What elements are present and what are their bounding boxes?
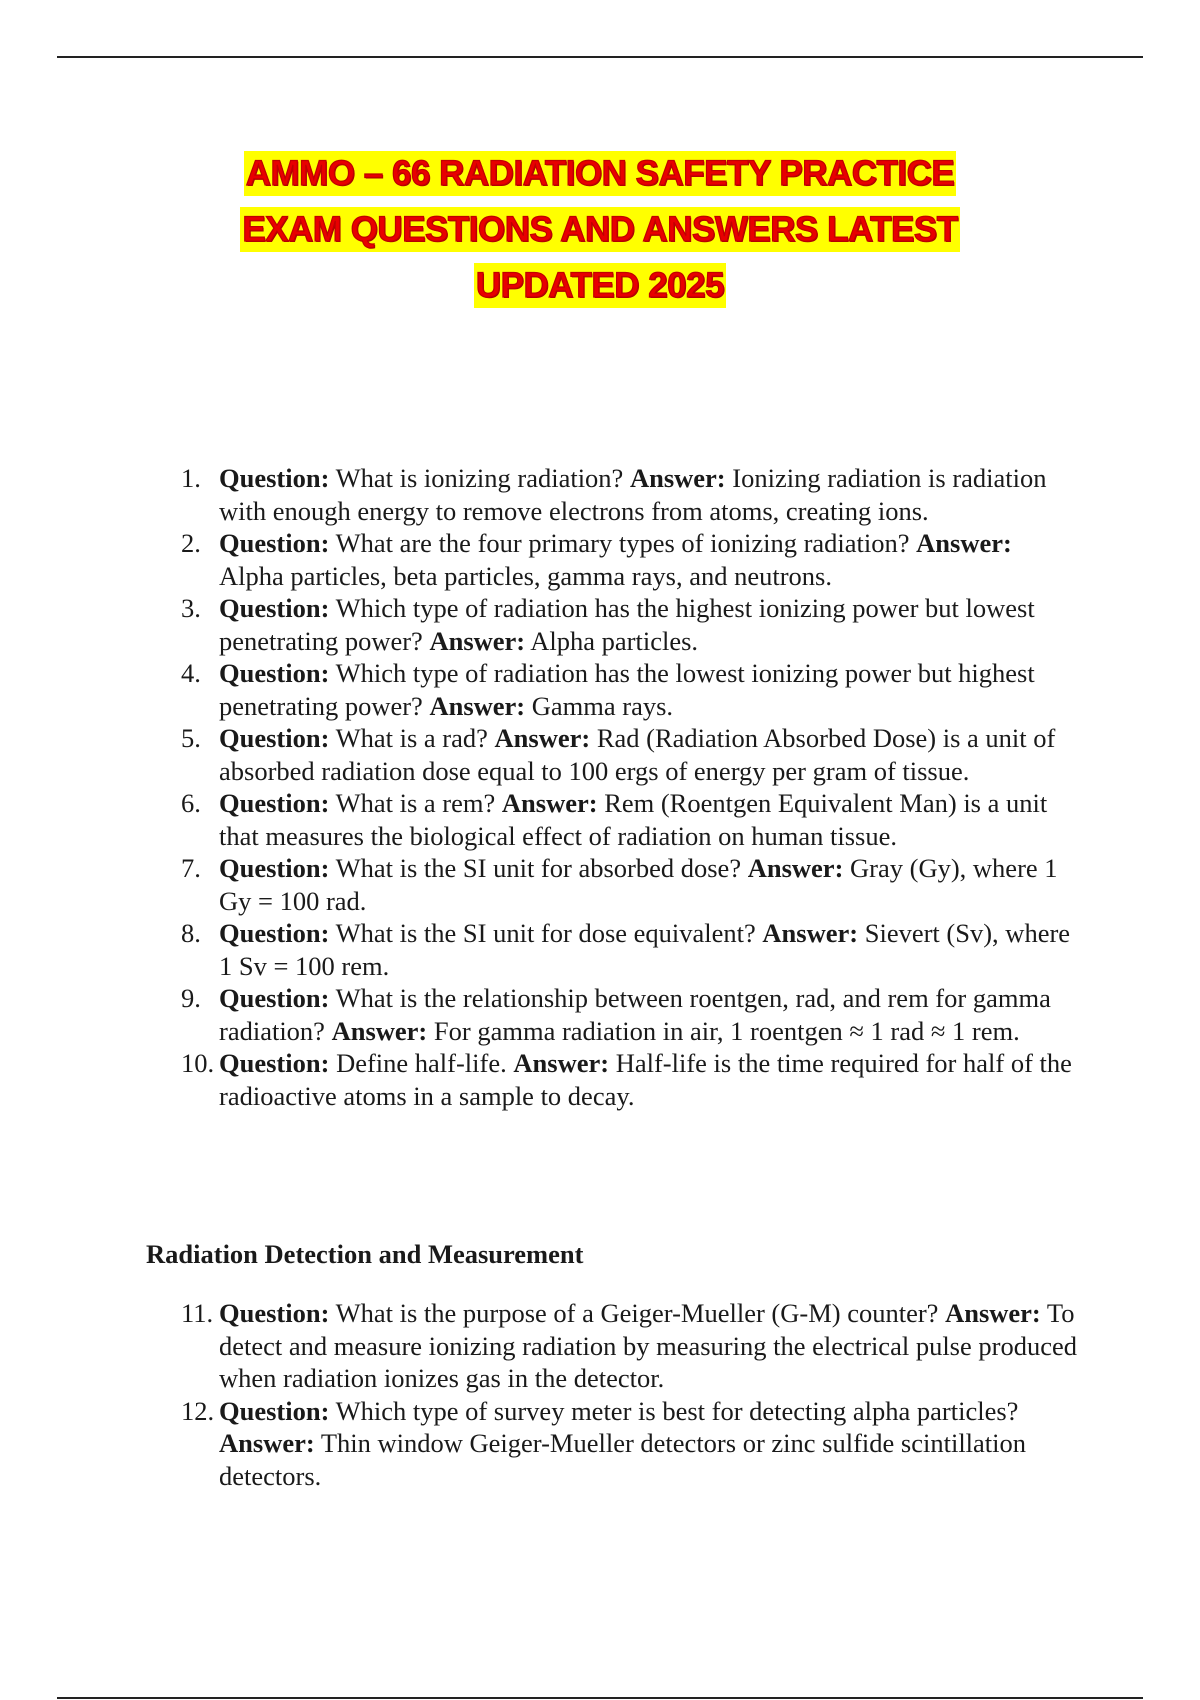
- answer-text: To detect and measure ionizing radiation by measuring the electrical pulse produced when radiation ionizes gas in the detector.: [219, 1298, 1077, 1393]
- question-text: What is a rad?: [329, 723, 495, 753]
- answer-text: Rad (Radiation Absorbed Dose) is a unit of absorbed radiation dose equal to 100 ergs of energy per gram of tissue.: [219, 723, 1056, 786]
- header-rule: [57, 56, 1143, 58]
- answer-label: Answer:: [331, 1015, 428, 1046]
- item-number: 10.: [181, 1048, 215, 1078]
- question-label: Question:: [219, 723, 330, 753]
- answer-label: Answer:: [501, 788, 598, 818]
- answer-text: Gray (Gy), where 1 Gy = 100 rad.: [219, 853, 1058, 916]
- question-text: Define half-life.: [329, 1048, 514, 1078]
- question-text: What is the purpose of a Geiger-Mueller (G-M) counter?: [329, 1298, 946, 1328]
- answer-label: Answer:: [629, 463, 726, 493]
- item-number: 11.: [181, 1298, 214, 1328]
- qa-item: [181, 657, 1081, 722]
- item-number: 9.: [181, 983, 201, 1013]
- question-label: Question:: [219, 853, 330, 883]
- question-label: Question:: [219, 528, 330, 558]
- question-text: Which type of radiation has the highest ionizing power but lowest penetrating power?: [219, 593, 1035, 656]
- question-label: Question:: [219, 1395, 330, 1426]
- answer-label: Answer:: [945, 1298, 1041, 1328]
- qa-item: [181, 917, 1081, 982]
- qa-item: [181, 1047, 1081, 1112]
- question-label: Question:: [219, 1048, 330, 1078]
- qa-item: [181, 852, 1081, 917]
- question-label: Question:: [219, 593, 330, 623]
- question-text: Which type of radiation has the lowest ionizing power but highest penetrating power?: [219, 658, 1035, 721]
- answer-label: Answer:: [916, 528, 1012, 558]
- qa-item: [181, 1297, 1081, 1395]
- item-number: 5.: [181, 723, 201, 753]
- answer-label: Answer:: [429, 625, 526, 656]
- answer-label: Answer:: [747, 853, 844, 883]
- answer-label: Answer:: [494, 723, 591, 753]
- question-label: Question:: [219, 983, 330, 1013]
- item-number: 1.: [181, 463, 201, 493]
- title-line-2: EXAM QUESTIONS AND ANSWERS LATEST: [240, 207, 959, 252]
- qa-item: [181, 527, 1081, 592]
- qa-item: [181, 722, 1081, 787]
- answer-text: Half-life is the time required for half of the radioactive atoms in a sample to decay.: [219, 1048, 1072, 1111]
- item-number: 8.: [181, 918, 201, 948]
- answer-label: Answer:: [513, 1048, 610, 1078]
- answer-label: Answer:: [762, 918, 859, 948]
- item-number: 6.: [181, 788, 201, 818]
- question-label: Question:: [219, 463, 330, 493]
- question-label: Question:: [219, 788, 330, 818]
- question-text: What is the SI unit for absorbed dose?: [329, 853, 748, 883]
- title-line-3: UPDATED 2025: [474, 263, 726, 308]
- qa-item: [181, 787, 1081, 852]
- item-number: 2.: [181, 528, 201, 558]
- question-text: What is the relationship between roentgen, rad, and rem for gamma radiation?: [219, 983, 1051, 1046]
- qa-item: [181, 982, 1081, 1047]
- question-text: What are the four primary types of ionizing radiation?: [329, 528, 917, 558]
- answer-text: Gamma rays.: [525, 690, 674, 721]
- question-list-part-2: [181, 1297, 1081, 1492]
- answer-text: Rem (Roentgen Equivalent Man) is a unit that measures the biological effect of radiation on human tissue.: [219, 788, 1048, 851]
- question-label: Question:: [219, 658, 330, 688]
- answer-label: Answer:: [219, 1428, 315, 1458]
- question-label: Question:: [219, 1298, 330, 1328]
- question-label: Question:: [219, 918, 330, 948]
- section-heading: Radiation Detection and Measurement: [146, 1239, 584, 1269]
- item-number: 3.: [181, 593, 201, 623]
- answer-text: Thin window Geiger-Mueller detectors or zinc sulfide scintillation detectors.: [219, 1428, 1027, 1491]
- answer-text: Alpha particles, beta particles, gamma rays, and neutrons.: [219, 560, 832, 591]
- title-line-1: AMMO – 66 RADIATION SAFETY PRACTICE: [244, 151, 957, 196]
- question-text: What is the SI unit for dose equivalent?: [329, 918, 763, 948]
- question-text: What is a rem?: [329, 788, 502, 818]
- document-title: [0, 146, 1200, 314]
- question-text: What is ionizing radiation?: [329, 463, 630, 493]
- question-list-part-1: [181, 462, 1081, 1112]
- footer-rule: [57, 1697, 1143, 1699]
- answer-text: Sievert (Sv), where 1 Sv = 100 rem.: [219, 918, 1071, 981]
- question-text: Which type of survey meter is best for detecting alpha particles?: [329, 1395, 1019, 1426]
- answer-text: Ionizing radiation is radiation with enough energy to remove electrons from atoms, creating ions.: [219, 463, 1047, 526]
- item-number: 12.: [181, 1395, 215, 1426]
- qa-item: [181, 462, 1081, 527]
- answer-label: Answer:: [429, 690, 526, 721]
- qa-item: [181, 1395, 1081, 1493]
- qa-item: [181, 592, 1081, 657]
- answer-text: For gamma radiation in air, 1 roentgen ≈ 1 rad ≈ 1 rem.: [427, 1015, 1020, 1046]
- item-number: 7.: [181, 853, 201, 883]
- item-number: 4.: [181, 658, 201, 688]
- answer-text: Alpha particles.: [525, 625, 699, 656]
